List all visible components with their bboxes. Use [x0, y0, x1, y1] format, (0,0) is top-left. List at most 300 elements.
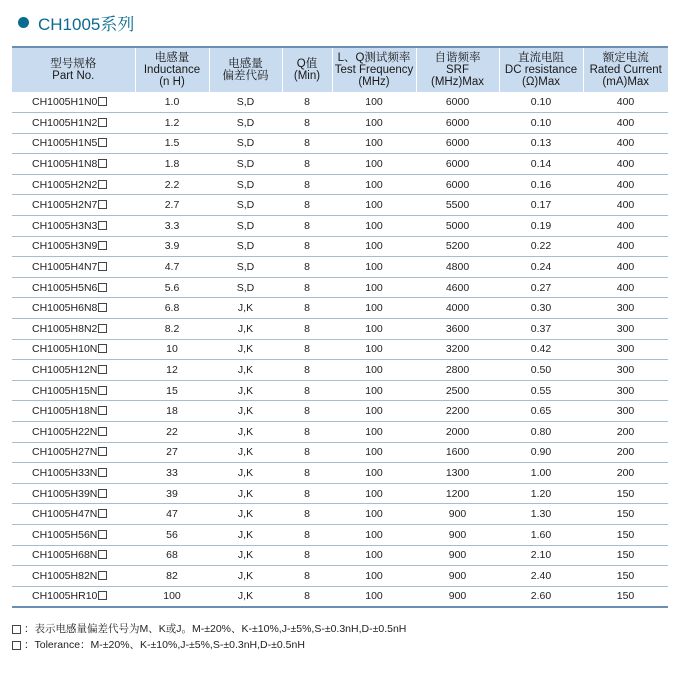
column-header-line: (Min)	[293, 70, 321, 82]
column-header	[135, 47, 209, 92]
table-cell: 100	[332, 463, 416, 484]
table-cell: 5200	[416, 236, 499, 257]
table-cell: 0.27	[499, 277, 583, 298]
column-header	[282, 47, 332, 92]
table-cell: 68	[135, 545, 209, 566]
placeholder-box-icon	[12, 625, 21, 634]
table-row	[12, 154, 668, 175]
table-cell: 100	[332, 195, 416, 216]
table-cell: 150	[583, 483, 668, 504]
table-cell: 2500	[416, 380, 499, 401]
table-cell: 300	[583, 401, 668, 422]
table-cell: 8	[282, 380, 332, 401]
table-cell: 300	[583, 360, 668, 381]
table-cell: 5.6	[135, 277, 209, 298]
table-cell: 6000	[416, 113, 499, 134]
column-header	[583, 47, 668, 92]
table-cell: 8	[282, 216, 332, 237]
placeholder-box-icon	[98, 159, 107, 168]
table-header	[12, 47, 668, 92]
placeholder-box-icon	[98, 138, 107, 147]
column-header-line: L、Q测试频率	[337, 52, 411, 64]
placeholder-box-icon	[98, 262, 107, 271]
table-cell: 1.20	[499, 483, 583, 504]
column-header-line: (Ω)Max	[522, 76, 560, 88]
table-row	[12, 463, 668, 484]
table-row	[12, 586, 668, 607]
table-cell	[12, 113, 135, 134]
table-cell: 100	[332, 483, 416, 504]
table-cell: 150	[583, 545, 668, 566]
table-cell: 0.30	[499, 298, 583, 319]
table-cell: J,K	[209, 545, 282, 566]
table-row	[12, 339, 668, 360]
table-cell: 8	[282, 319, 332, 340]
table-cell: 33	[135, 463, 209, 484]
part-number: CH1005H56N	[32, 528, 98, 541]
placeholder-box-icon	[98, 283, 107, 292]
table-cell	[12, 586, 135, 607]
table-cell: J,K	[209, 360, 282, 381]
table-cell: 2800	[416, 360, 499, 381]
table-cell: 1200	[416, 483, 499, 504]
table-cell: 150	[583, 586, 668, 607]
part-number: CH1005H2N2	[32, 178, 98, 191]
part-number: CH1005H33N	[32, 466, 98, 479]
table-cell: 100	[332, 380, 416, 401]
table-cell: 5000	[416, 216, 499, 237]
table-cell: 2.60	[499, 586, 583, 607]
placeholder-box-icon	[98, 365, 107, 374]
part-number: CH1005H47N	[32, 508, 98, 521]
table-cell: 39	[135, 483, 209, 504]
table-cell	[12, 463, 135, 484]
table-cell: 8	[282, 113, 332, 134]
table-cell: 2.7	[135, 195, 209, 216]
column-header-line: Rated Current	[589, 64, 662, 76]
part-number: CH1005H1N0	[32, 96, 98, 109]
table-cell: 100	[332, 236, 416, 257]
table-row	[12, 298, 668, 319]
table-cell: J,K	[209, 483, 282, 504]
table-cell: 0.55	[499, 380, 583, 401]
placeholder-box-icon	[98, 386, 107, 395]
table-cell: 1.5	[135, 133, 209, 154]
table-cell	[12, 339, 135, 360]
table-cell: 900	[416, 566, 499, 587]
table-cell: 100	[332, 586, 416, 607]
table-cell: 4.7	[135, 257, 209, 278]
table-cell: S,D	[209, 154, 282, 175]
table-cell: 400	[583, 92, 668, 113]
column-header-line: 直流电阻	[518, 52, 564, 64]
table-cell: 900	[416, 524, 499, 545]
table-cell: 150	[583, 566, 668, 587]
part-number: CH1005H6N8	[32, 302, 98, 315]
table-cell: 100	[135, 586, 209, 607]
table-cell: 22	[135, 422, 209, 443]
table-cell: 10	[135, 339, 209, 360]
table-cell: J,K	[209, 380, 282, 401]
table-cell: 150	[583, 504, 668, 525]
table-cell: 0.13	[499, 133, 583, 154]
table-cell: 400	[583, 236, 668, 257]
part-number: CH1005H4N7	[32, 261, 98, 274]
part-number: CH1005H1N8	[32, 158, 98, 171]
column-header-line: (MHz)	[358, 76, 390, 88]
placeholder-box-icon	[98, 489, 107, 498]
table-cell: 2.10	[499, 545, 583, 566]
column-header-line: DC resistance	[504, 64, 578, 76]
table-cell: 100	[332, 277, 416, 298]
part-number: CH1005H10N	[32, 343, 98, 356]
table-cell: 100	[332, 422, 416, 443]
table-cell: 6000	[416, 92, 499, 113]
table-row	[12, 545, 668, 566]
column-header-line: Test Frequency	[334, 64, 414, 76]
table-row	[12, 257, 668, 278]
table-cell	[12, 360, 135, 381]
table-cell: 8	[282, 483, 332, 504]
table-cell: 8	[282, 442, 332, 463]
table-row	[12, 504, 668, 525]
table-cell: 0.10	[499, 92, 583, 113]
column-header-line: (n H)	[159, 76, 185, 88]
table-cell: 5500	[416, 195, 499, 216]
table-cell: 0.80	[499, 422, 583, 443]
table-cell: 82	[135, 566, 209, 587]
table-cell: 8	[282, 236, 332, 257]
column-header	[332, 47, 416, 92]
column-header-line: 型号规格	[50, 58, 97, 70]
table-cell: 15	[135, 380, 209, 401]
table-row	[12, 524, 668, 545]
table-row	[12, 566, 668, 587]
table-body	[12, 92, 668, 607]
table-cell	[12, 195, 135, 216]
table-cell	[12, 504, 135, 525]
part-number: CH1005H82N	[32, 569, 98, 582]
part-number: CH1005H8N2	[32, 322, 98, 335]
table-cell: 400	[583, 174, 668, 195]
table-row	[12, 92, 668, 113]
placeholder-box-icon	[98, 468, 107, 477]
column-header-line: 自谐频率	[434, 52, 481, 64]
table-cell: 47	[135, 504, 209, 525]
table-cell: 8	[282, 422, 332, 443]
table-cell	[12, 133, 135, 154]
table-cell: S,D	[209, 216, 282, 237]
table-cell: 900	[416, 586, 499, 607]
table-cell: J,K	[209, 504, 282, 525]
placeholder-box-icon	[98, 427, 107, 436]
table-cell: 8	[282, 174, 332, 195]
part-number: CH1005H3N3	[32, 219, 98, 232]
table-cell: 300	[583, 298, 668, 319]
table-cell	[12, 566, 135, 587]
table-cell: 1600	[416, 442, 499, 463]
table-cell: S,D	[209, 195, 282, 216]
column-header	[416, 47, 499, 92]
table-row	[12, 216, 668, 237]
table-row	[12, 401, 668, 422]
column-header	[12, 47, 135, 92]
table-cell: 0.42	[499, 339, 583, 360]
table-cell	[12, 524, 135, 545]
table-cell: 100	[332, 566, 416, 587]
placeholder-box-icon	[98, 180, 107, 189]
table-cell: 0.22	[499, 236, 583, 257]
table-cell: 56	[135, 524, 209, 545]
part-number: CH1005HR10	[32, 590, 98, 603]
table-cell	[12, 298, 135, 319]
table-cell: 100	[332, 545, 416, 566]
part-number: CH1005H5N6	[32, 281, 98, 294]
table-cell: 200	[583, 422, 668, 443]
table-cell: 1.2	[135, 113, 209, 134]
table-row	[12, 319, 668, 340]
table-cell: 200	[583, 463, 668, 484]
part-number: CH1005H39N	[32, 487, 98, 500]
table-row	[12, 113, 668, 134]
column-header	[499, 47, 583, 92]
table-cell: 100	[332, 216, 416, 237]
table-cell: 0.17	[499, 195, 583, 216]
table-cell: 150	[583, 524, 668, 545]
note-text: ：表示电感量偏差代号为M、K或J。M-±20%、K-±10%,J-±5%,S-±0.3nH,D-±0.5nH	[24, 623, 407, 635]
note-text: ：Tolerance：M-±20%、K-±10%,J-±5%,S-±0.3nH,D-±0.5nH	[24, 639, 305, 651]
placeholder-box-icon	[98, 406, 107, 415]
table-cell: 0.24	[499, 257, 583, 278]
table-cell: 200	[583, 442, 668, 463]
bullet-dot-icon	[18, 17, 29, 28]
table-cell: 2200	[416, 401, 499, 422]
table-cell: 8	[282, 545, 332, 566]
placeholder-box-icon	[98, 344, 107, 353]
placeholder-box-icon	[98, 324, 107, 333]
placeholder-box-icon	[98, 509, 107, 518]
table-cell: 0.65	[499, 401, 583, 422]
table-cell: 8	[282, 257, 332, 278]
title-text: CH1005系列	[38, 14, 135, 34]
table-cell: 300	[583, 380, 668, 401]
placeholder-box-icon	[98, 118, 107, 127]
table-cell: 300	[583, 339, 668, 360]
column-header-line: 电感量	[228, 58, 263, 70]
column-header-line: Q值	[296, 58, 318, 70]
table-cell: 4800	[416, 257, 499, 278]
table-cell: J,K	[209, 422, 282, 443]
table-cell: 400	[583, 195, 668, 216]
table-cell: 4600	[416, 277, 499, 298]
table-cell	[12, 380, 135, 401]
table-cell: 300	[583, 319, 668, 340]
table-cell: 6000	[416, 154, 499, 175]
placeholder-box-icon	[98, 97, 107, 106]
table-cell: 3600	[416, 319, 499, 340]
table-cell: J,K	[209, 319, 282, 340]
placeholder-box-icon	[98, 447, 107, 456]
table-cell: 400	[583, 277, 668, 298]
table-cell: J,K	[209, 442, 282, 463]
table-cell: 12	[135, 360, 209, 381]
table-cell: J,K	[209, 463, 282, 484]
part-number: CH1005H12N	[32, 364, 98, 377]
table-cell: 2.40	[499, 566, 583, 587]
table-cell: 6000	[416, 174, 499, 195]
table-cell	[12, 442, 135, 463]
spec-table	[12, 46, 668, 608]
table-cell: 400	[583, 113, 668, 134]
table-cell	[12, 422, 135, 443]
notes	[12, 621, 406, 653]
table-cell: 900	[416, 504, 499, 525]
note-english	[12, 637, 406, 653]
table-cell: 100	[332, 524, 416, 545]
table-cell: 100	[332, 360, 416, 381]
table-row	[12, 174, 668, 195]
table-row	[12, 277, 668, 298]
table-cell: 0.90	[499, 442, 583, 463]
placeholder-box-icon	[98, 303, 107, 312]
table-cell: 100	[332, 339, 416, 360]
table-cell: 8	[282, 463, 332, 484]
placeholder-box-icon	[98, 550, 107, 559]
table-cell: S,D	[209, 92, 282, 113]
table-cell	[12, 277, 135, 298]
table-cell: J,K	[209, 524, 282, 545]
table-row	[12, 360, 668, 381]
table-cell: 100	[332, 113, 416, 134]
table-cell: 2.2	[135, 174, 209, 195]
table-cell	[12, 483, 135, 504]
table-cell: 100	[332, 154, 416, 175]
table-cell: 3.3	[135, 216, 209, 237]
table-cell: 100	[332, 442, 416, 463]
table-cell: 6000	[416, 133, 499, 154]
part-number: CH1005H68N	[32, 549, 98, 562]
table-cell: J,K	[209, 298, 282, 319]
table-cell: S,D	[209, 174, 282, 195]
column-header-line: (MHz)Max	[430, 76, 485, 88]
part-number: CH1005H1N2	[32, 116, 98, 129]
table-cell	[12, 236, 135, 257]
table-cell: 2000	[416, 422, 499, 443]
column-header-line: 电感量	[154, 52, 190, 64]
table-cell: 1.00	[499, 463, 583, 484]
table-cell: 8	[282, 360, 332, 381]
table-cell: 400	[583, 154, 668, 175]
table-cell: 100	[332, 133, 416, 154]
table-cell: S,D	[209, 113, 282, 134]
table-cell: 1300	[416, 463, 499, 484]
table-cell: J,K	[209, 339, 282, 360]
part-number: CH1005H22N	[32, 425, 98, 438]
part-number: CH1005H15N	[32, 384, 98, 397]
table-cell: 400	[583, 257, 668, 278]
table-cell: 100	[332, 92, 416, 113]
part-number: CH1005H3N9	[32, 240, 98, 253]
table-cell: 18	[135, 401, 209, 422]
placeholder-box-icon	[98, 221, 107, 230]
placeholder-box-icon	[98, 200, 107, 209]
table-cell: 0.50	[499, 360, 583, 381]
table-cell: 1.60	[499, 524, 583, 545]
placeholder-box-icon	[98, 530, 107, 539]
column-header-line: Inductance	[143, 64, 201, 76]
table-cell: 8.2	[135, 319, 209, 340]
table-cell	[12, 154, 135, 175]
table-cell: 3200	[416, 339, 499, 360]
table-cell	[12, 401, 135, 422]
table-cell: S,D	[209, 277, 282, 298]
section-title	[18, 10, 134, 34]
table-cell: 8	[282, 504, 332, 525]
placeholder-box-icon	[98, 241, 107, 250]
table-row	[12, 133, 668, 154]
table-cell: 100	[332, 174, 416, 195]
table-cell: 3.9	[135, 236, 209, 257]
note-chinese	[12, 621, 406, 637]
table-cell: 27	[135, 442, 209, 463]
part-number: CH1005H2N7	[32, 199, 98, 212]
table-cell: 400	[583, 216, 668, 237]
table-row	[12, 422, 668, 443]
table-cell: J,K	[209, 566, 282, 587]
table-row	[12, 483, 668, 504]
table-cell: J,K	[209, 401, 282, 422]
placeholder-box-icon	[12, 641, 21, 650]
table-cell: 0.37	[499, 319, 583, 340]
part-number: CH1005H1N5	[32, 137, 98, 150]
table-cell: 400	[583, 133, 668, 154]
table-cell: 8	[282, 401, 332, 422]
table-cell	[12, 319, 135, 340]
table-cell: 0.19	[499, 216, 583, 237]
table-cell: 1.0	[135, 92, 209, 113]
table-cell	[12, 216, 135, 237]
table-cell: 1.30	[499, 504, 583, 525]
table-cell: 8	[282, 195, 332, 216]
part-number: CH1005H27N	[32, 446, 98, 459]
table-cell: 8	[282, 92, 332, 113]
column-header-line: Part No.	[52, 70, 95, 82]
table-row	[12, 236, 668, 257]
column-header-line: SRF	[446, 64, 469, 76]
table-row	[12, 195, 668, 216]
table-cell	[12, 545, 135, 566]
table-cell: 100	[332, 298, 416, 319]
table-cell	[12, 92, 135, 113]
table-cell: 8	[282, 298, 332, 319]
table-row	[12, 442, 668, 463]
table-cell: 0.10	[499, 113, 583, 134]
table-cell: J,K	[209, 586, 282, 607]
table-cell: 0.14	[499, 154, 583, 175]
table-cell: 8	[282, 277, 332, 298]
table-cell: 8	[282, 133, 332, 154]
column-header-line: (mA)Max	[602, 76, 650, 88]
table-cell: 8	[282, 524, 332, 545]
table-cell: 8	[282, 154, 332, 175]
table-cell: 4000	[416, 298, 499, 319]
table-cell: 1.8	[135, 154, 209, 175]
part-number: CH1005H18N	[32, 405, 98, 418]
table-cell: 8	[282, 566, 332, 587]
table-cell: S,D	[209, 133, 282, 154]
table-row	[12, 380, 668, 401]
column-header-line: 偏差代码	[222, 70, 269, 82]
